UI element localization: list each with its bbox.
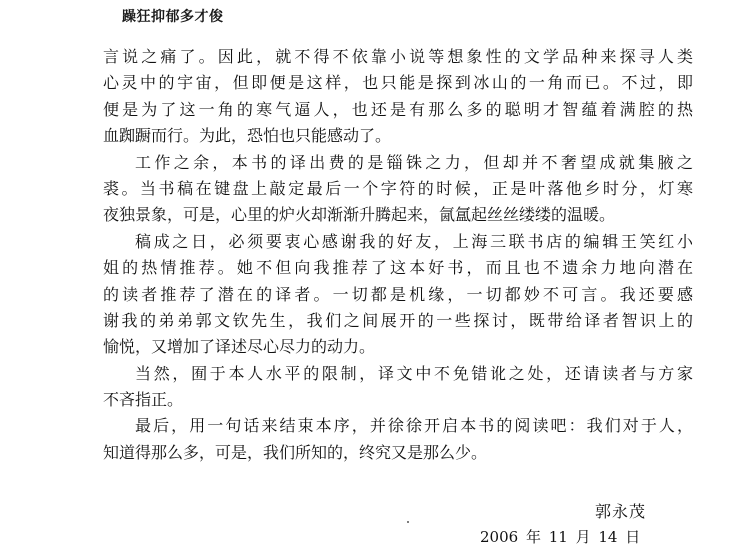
text-line: 姐的热情推荐。她不但向我推荐了这本好书，而且也不遗余力地向潜在 [103,258,693,278]
text-line: 言说之痛了。因此，就不得不依靠小说等想象性的文学品种来探寻人类 [103,47,693,66]
paragraph-first-line: 最后，用一句话来结束本序，并徐徐开启本书的阅读吧：我们对于人， [135,416,693,436]
author-signature: 郭永茂 [595,502,647,521]
scan-speck [407,521,409,523]
text-line: 裘。当书稿在键盘上敲定最后一个字符的时候，正是叶落他乡时分，灯寒 [103,178,693,198]
text-line: 谢我的弟弟郭文钦先生，我们之间展开的一些探讨，既带给译者智识上的 [103,310,693,330]
text-line: 便是为了这一角的寒气逼人，也还是有那么多的聪明才智蕴着满腔的热 [103,99,693,119]
paragraph-first-line: 工作之余，本书的译出费的是锱铢之力，但却并不奢望成就集腋之 [135,152,693,172]
running-header-title: 躁狂抑郁多才俊 [122,9,224,25]
paragraph-first-line: 当然，囿于本人水平的限制，译文中不免错讹之处，还请读者与方家 [135,363,693,383]
signature-date: 2006 年 11 月 14 日 [480,528,641,546]
text-line: 愉悦，又增加了译述尽心尽力的动力。 [103,337,376,357]
text-line: 血踟蹰而行。为此，恐怕也只能感动了。 [103,126,392,146]
paragraph-first-line: 稿成之日，必须要衷心感谢我的好友，上海三联书店的编辑王笑红小 [135,231,693,251]
text-line: 不吝指正。 [103,390,184,410]
text-line: 夜独景象，可是，心里的炉火却渐渐升腾起来，氤氲起丝丝缕缕的温暖。 [103,205,616,225]
text-line: 的读者推荐了潜在的译者。一切都是机缘，一切都妙不可言。我还要感 [103,284,693,304]
text-line: 知道得那么多，可是，我们所知的，终究又是那么少。 [103,442,488,462]
preface-body [103,44,693,466]
text-line: 心灵中的宇宙，但即便是这样，也只能是探到冰山的一角而已。不过，即 [103,73,693,93]
